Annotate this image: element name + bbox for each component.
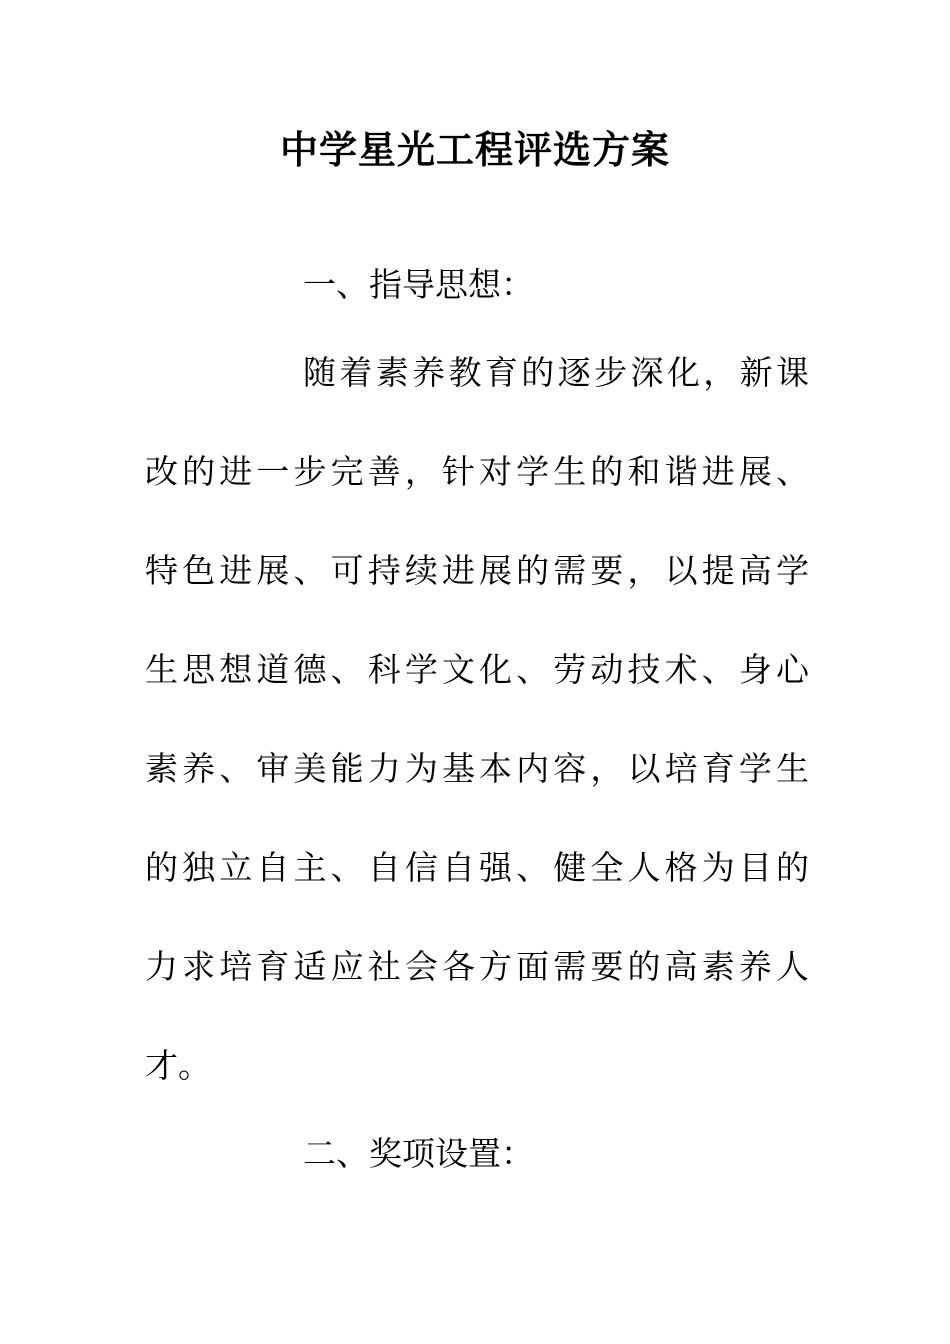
section-heading-guiding-thought: 一、指导思想：	[303, 265, 534, 304]
paragraph-line: 的独立自主、自信自强、健全人格为目的	[145, 848, 809, 887]
paragraph-line: 特色进展、可持续进展的需要，以提高学	[145, 551, 809, 590]
paragraph-line: 随着素养教育的逐步深化，新课	[303, 353, 809, 392]
paragraph-line: 才。	[145, 1046, 211, 1085]
document-title: 中学星光工程评选方案	[279, 127, 670, 172]
paragraph-line: 素养、审美能力为基本内容，以培育学生	[145, 749, 809, 788]
paragraph-line: 力求培育适应社会各方面需要的高素养人	[145, 947, 809, 986]
paragraph-line: 生思想道德、科学文化、劳动技术、身心	[145, 650, 809, 689]
section-heading-award-settings: 二、奖项设置：	[303, 1134, 534, 1173]
paragraph-line: 改的进一步完善，针对学生的和谐进展、	[145, 452, 809, 491]
